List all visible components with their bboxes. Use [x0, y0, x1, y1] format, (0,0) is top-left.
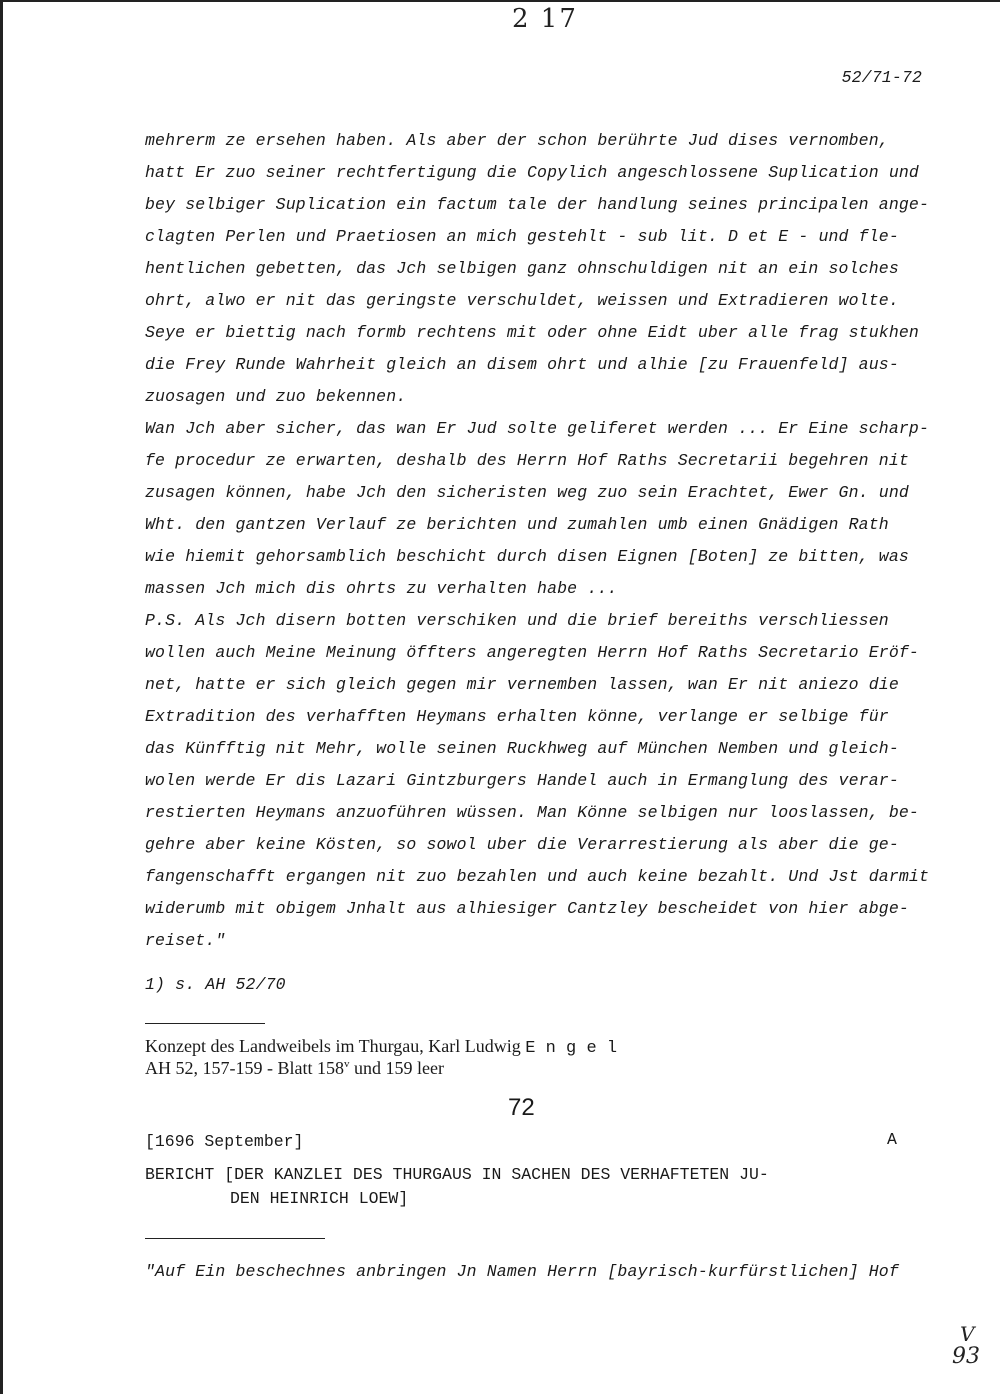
text-line: fangenschafft ergangen nit zuo bezahlen und auch keine bezahlt. Und Jst darmit: [145, 867, 930, 886]
text-line: Extradition des verhafften Heymans erhalten könne, verlange er selbige für: [145, 707, 889, 726]
text-line: hentlichen gebetten, das Jch selbigen ganz ohnschuldigen nit an ein solches: [145, 259, 899, 278]
text-line: wolen werde Er dis Lazari Gintzburgers Handel auch in Ermanglung des verar-: [145, 771, 899, 790]
reference-number: 52/71-72: [841, 68, 922, 87]
text-line: clagten Perlen und Praetiosen an mich gestehlt - sub lit. D et E - und fle-: [145, 227, 899, 246]
scan-border-left: [0, 0, 3, 1394]
document-date: [1696 September]: [145, 1132, 304, 1151]
text-line: massen Jch mich dis ohrts zu verhalten habe ...: [145, 579, 618, 598]
document-title-line-2: DEN HEINRICH LOEW]: [230, 1189, 409, 1208]
text-line: widerumb mit obigem Jnhalt aus alhiesiger Cantzley bescheidet von hier abge-: [145, 899, 909, 918]
text-line: hatt Er zuo seiner rechtfertigung die Copylich angeschlossene Suplication und: [145, 163, 919, 182]
document-mark: A: [887, 1130, 897, 1149]
text-line: restierten Heymans anzuoführen wüssen. Man Könne selbigen nur looslassen, be-: [145, 803, 919, 822]
author-name: E n g e l: [525, 1039, 618, 1058]
source-line-2: [145, 1058, 444, 1079]
verso-mark: v: [343, 1058, 350, 1070]
archive-reference-end: und 159 leer: [349, 1058, 444, 1078]
text-line: das Künfftig nit Mehr, wolle seinen Ruckhweg auf München Nemben und gleich-: [145, 739, 899, 758]
source-description: Konzept des Landweibels im Thurgau, Karl Ludwig: [145, 1036, 526, 1056]
handwritten-page-number: 2 17: [512, 4, 578, 34]
text-line: gehre aber keine Kösten, so sowol uber die Verarrestierung als aber die ge-: [145, 835, 899, 854]
archive-reference: AH 52, 157-159 - Blatt 158: [145, 1058, 344, 1078]
text-line: Wan Jch aber sicher, das wan Er Jud solte geliferet werden ... Er Eine scharp-: [145, 419, 930, 438]
text-line: wie hiemit gehorsamblich beschicht durch disen Eignen [Boten] ze bitten, was: [145, 547, 909, 566]
footnote: 1) s. AH 52/70: [145, 975, 286, 994]
document-title-line-1: BERICHT [DER KANZLEI DES THURGAUS IN SACHEN DES VERHAFTETEN JU-: [145, 1165, 769, 1184]
document-number: 72: [508, 1094, 535, 1121]
text-line: bey selbiger Suplication ein factum tale der handlung seines principalen ange-: [145, 195, 930, 214]
text-line: die Frey Runde Wahrheit gleich an disem ohrt und alhie [zu Frauenfeld] aus-: [145, 355, 899, 374]
document-opening-line: "Auf Ein beschechnes anbringen Jn Namen Herrn [bayrisch-kurfürstlichen] Hof: [145, 1262, 899, 1281]
text-line: ohrt, alwo er nit das geringste verschuldet, weissen und Extradieren wolte.: [145, 291, 899, 310]
handwritten-folio-number: 93: [952, 1344, 980, 1369]
text-line: zusagen können, habe Jch den sicheristen weg zuo sein Erachtet, Ewer Gn. und: [145, 483, 909, 502]
handwritten-check-mark: V: [960, 1322, 975, 1346]
text-line: wollen auch Meine Meinung öffters angeregten Herrn Hof Raths Secretario Eröf-: [145, 643, 919, 662]
text-line: fe procedur ze erwarten, deshalb des Herrn Hof Raths Secretarii begehren nit: [145, 451, 909, 470]
scan-border-top: [0, 0, 1000, 2]
text-line: mehrerm ze ersehen haben. Als aber der schon berührte Jud dises vernomben,: [145, 131, 889, 150]
title-divider: [145, 1238, 325, 1239]
text-line: zuosagen und zuo bekennen.: [145, 387, 407, 406]
text-line: Seye er biettig nach formb rechtens mit oder ohne Eidt uber alle frag stukhen: [145, 323, 919, 342]
footnote-divider: [145, 1023, 265, 1024]
text-line: reiset.": [145, 931, 226, 950]
text-line: net, hatte er sich gleich gegen mir vernemben lassen, wan Er nit aniezo die: [145, 675, 899, 694]
text-line: P.S. Als Jch disern botten verschiken und die brief bereiths verschliessen: [145, 611, 889, 630]
source-line-1: [145, 1036, 617, 1058]
text-line: Wht. den gantzen Verlauf ze berichten und zumahlen umb einen Gnädigen Rath: [145, 515, 889, 534]
